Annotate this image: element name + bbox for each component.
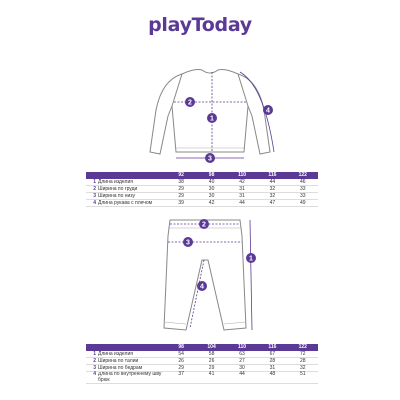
size-col: 110: [237, 344, 247, 350]
svg-text:2: 2: [188, 99, 192, 107]
svg-text:1: 1: [210, 115, 214, 123]
size-col: 104: [207, 344, 216, 350]
svg-text:4: 4: [266, 107, 270, 115]
sweatshirt-diagram: [140, 60, 280, 170]
size-header: [86, 172, 318, 179]
table-row: 4 Длина рукава с плечом 39 42 44 47 49: [86, 200, 318, 207]
left-cuff: [164, 322, 186, 324]
table-row: 3 Ширина по низу 29 30 31 32 33: [86, 193, 318, 200]
pants-size-table: [86, 344, 318, 384]
svg-text:3: 3: [186, 239, 190, 247]
marker-3: [205, 153, 215, 163]
size-col: 122: [298, 344, 307, 350]
pants-outline: [164, 220, 246, 330]
brand-logo: playToday: [148, 14, 252, 36]
marker-2: [185, 97, 195, 107]
svg-text:4: 4: [200, 283, 204, 291]
size-col: 116: [268, 344, 277, 350]
sweatshirt-body: [172, 70, 248, 153]
size-col: 110: [237, 172, 247, 178]
size-col: 98: [178, 344, 184, 350]
size-col: 116: [268, 172, 277, 178]
svg-text:1: 1: [249, 255, 253, 263]
size-col: 92: [178, 172, 184, 178]
left-sleeve: [150, 74, 182, 154]
marker-4: [197, 281, 207, 291]
marker-2: [199, 219, 209, 229]
sweatshirt-size-table: [86, 172, 318, 207]
size-col: 122: [298, 172, 307, 178]
svg-text:2: 2: [202, 221, 206, 229]
marker-4: [263, 105, 273, 115]
table-row: 1 Длина изделия 54 58 63 67 72: [86, 351, 318, 358]
pants-diagram: [150, 212, 260, 340]
inseam-line: [190, 260, 204, 328]
table-row: 2 Ширина по груди 29 30 31 32 33: [86, 186, 318, 193]
pants-svg: [150, 212, 260, 340]
marker-1: [207, 113, 217, 123]
sweatshirt-svg: [140, 60, 280, 170]
size-col: 98: [208, 172, 215, 178]
table-row: 4 Длина по внутреннему шву брюк 37 41 44 48 51: [86, 372, 318, 384]
right-cuff: [224, 322, 246, 324]
marker-3: [183, 237, 193, 247]
table-row: 3 Ширина по бедрам 29 29 30 31 32: [86, 365, 318, 372]
table-row: 1 Длина изделия 38 40 42 44 46: [86, 179, 318, 186]
table-row: 2 Ширина по талии 26 26 27 28 28: [86, 358, 318, 365]
marker-1: [246, 253, 256, 263]
size-header: [86, 344, 318, 351]
svg-text:3: 3: [208, 155, 212, 163]
length-line: [250, 220, 252, 330]
